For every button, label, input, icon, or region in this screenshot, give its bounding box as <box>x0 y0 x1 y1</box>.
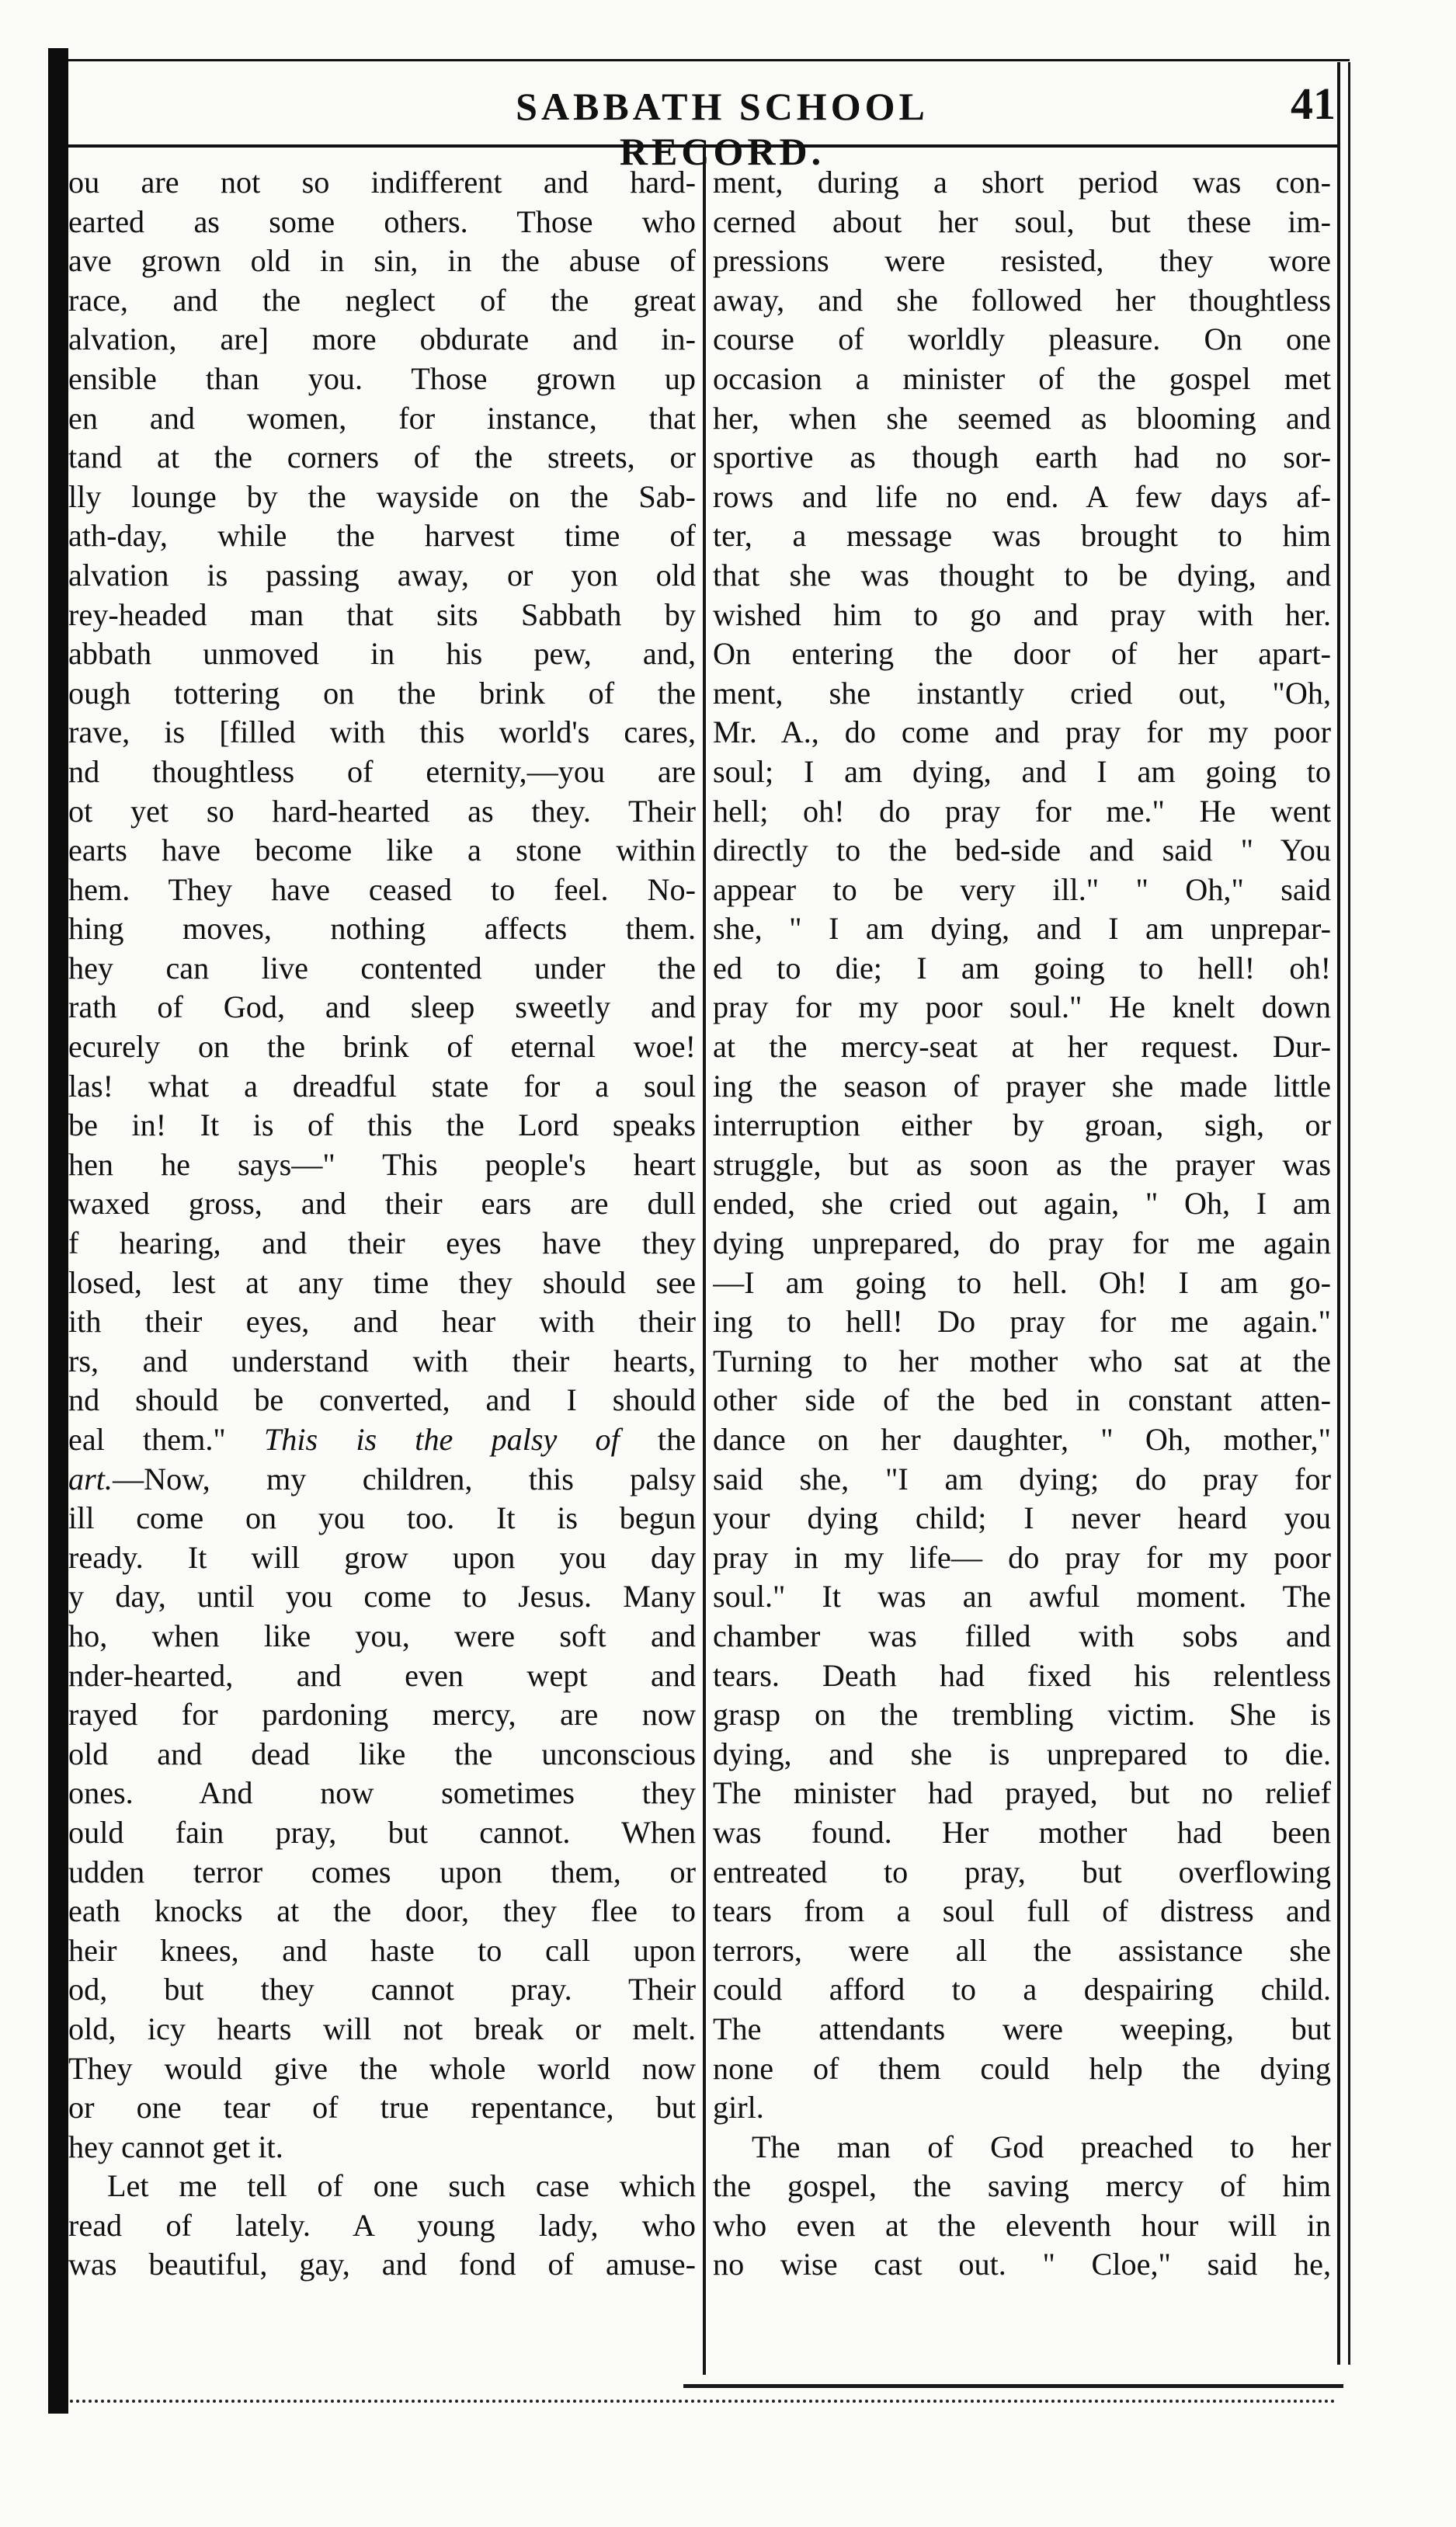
text-line: ended, she cried out again, " Oh, I am <box>713 1186 1331 1222</box>
text-line: who even at the eleventh hour will in <box>713 2207 1331 2243</box>
text-line: chamber was filled with sobs and <box>713 1618 1331 1653</box>
text-line: rath of God, and sleep sweetly and <box>68 989 696 1025</box>
text-line: hem. They have ceased to feel. No- <box>68 871 696 907</box>
footer-dotted-rule <box>70 2400 1336 2403</box>
right-border-rule <box>1337 62 1340 2365</box>
text-line: appear to be very ill." " Oh," said <box>713 871 1331 907</box>
text-line: terrors, were all the assistance she <box>713 1932 1331 1968</box>
text-line: was beautiful, gay, and fond of amuse- <box>68 2247 696 2282</box>
text-line: hey can live contented under the <box>68 950 696 985</box>
text-line: her, when she seemed as blooming and <box>713 400 1331 436</box>
text-line: ensible than you. Those grown up <box>68 360 696 396</box>
text-line: ing the season of prayer she made little <box>713 1068 1331 1104</box>
text-line: old, icy hearts will not break or melt. <box>68 2011 696 2046</box>
text-line: ot yet so hard-hearted as they. Their <box>68 793 696 829</box>
text-line: the gospel, the saving mercy of him <box>713 2168 1331 2204</box>
text-line: hing moves, nothing affects them. <box>68 911 696 947</box>
text-line: ment, she instantly cried out, "Oh, <box>713 675 1331 711</box>
text-line: Mr. A., do come and pray for my poor <box>713 714 1331 750</box>
page-number: 41 <box>1291 78 1336 129</box>
text-line: at the mercy-seat at her request. Dur- <box>713 1029 1331 1065</box>
text-line: nd thoughtless of eternity,—you are <box>68 753 696 789</box>
running-title: SABBATH SCHOOL RECORD. <box>516 85 929 173</box>
text-line: ould fain pray, but cannot. When <box>68 1814 696 1850</box>
text-line: be in! It is of this the Lord speaks <box>68 1107 696 1143</box>
text-line: soul; I am dying, and I am going to <box>713 753 1331 789</box>
text-line: ready. It will grow upon you day <box>68 1539 696 1575</box>
text-line: ough tottering on the brink of the <box>68 675 696 711</box>
text-line: struggle, but as soon as the prayer was <box>713 1146 1331 1182</box>
text-line: The attendants were weeping, but <box>713 2011 1331 2046</box>
text-line: alvation is passing away, or yon old <box>68 557 696 593</box>
text-line: ath-day, while the harvest time of <box>68 518 696 554</box>
text-line: udden terror comes upon them, or <box>68 1854 696 1889</box>
text-line: pray for my poor soul." He knelt down <box>713 989 1331 1025</box>
text-line: rey-headed man that sits Sabbath by <box>68 596 696 632</box>
text-line: other side of the bed in constant atten- <box>713 1382 1331 1418</box>
text-line: en and women, for instance, that <box>68 400 696 436</box>
text-line: f hearing, and their eyes have they <box>68 1225 696 1261</box>
text-line <box>68 1460 696 1500</box>
text-line: They would give the whole world now <box>68 2050 696 2086</box>
text-line: rayed for pardoning mercy, are now <box>68 1697 696 1733</box>
text-line: she, " I am dying, and I am unprepar- <box>713 911 1331 947</box>
text-line: ecurely on the brink of eternal woe! <box>68 1029 696 1065</box>
text-line: directly to the bed-side and said " You <box>713 832 1331 868</box>
text-line <box>68 1420 696 1460</box>
text-line: nder-hearted, and even wept and <box>68 1657 696 1693</box>
text-line: ave grown old in sin, in the abuse of <box>68 243 696 279</box>
column-divider <box>703 146 706 2375</box>
text-line: away, and she followed her thoughtless <box>713 282 1331 318</box>
text-line: od, but they cannot pray. Their <box>68 1972 696 2007</box>
text-line: tears from a soul full of distress and <box>713 1893 1331 1929</box>
text-line: pressions were resisted, they wore <box>713 243 1331 279</box>
italic-run: This is the palsy of <box>263 1422 620 1457</box>
text-line: hen he says—" This people's heart <box>68 1146 696 1182</box>
text-line: grasp on the trembling victim. She is <box>713 1697 1331 1733</box>
text-line: abbath unmoved in his pew, and, <box>68 636 696 672</box>
text-line: Turning to her mother who sat at the <box>713 1343 1331 1378</box>
text-line: read of lately. A young lady, who <box>68 2207 696 2243</box>
text-line: ed to die; I am going to hell! oh! <box>713 950 1331 985</box>
text-line: girl. <box>713 2090 764 2126</box>
text-line: On entering the door of her apart- <box>713 636 1331 672</box>
text-line: interruption either by groan, sigh, or <box>713 1107 1331 1143</box>
text-line: nd should be converted, and I should <box>68 1382 696 1418</box>
text-line: occasion a minister of the gospel met <box>713 360 1331 396</box>
text-line: your dying child; I never heard you <box>713 1500 1331 1536</box>
right-column <box>713 163 1331 2285</box>
text-line: ones. And now sometimes they <box>68 1775 696 1811</box>
text-line: eath knocks at the door, they flee to <box>68 1893 696 1929</box>
text-line: dying unprepared, do pray for me again <box>713 1225 1331 1261</box>
page-edge-shadow <box>48 48 68 2414</box>
text-line: said she, "I am dying; do pray for <box>713 1461 1331 1496</box>
text-line: ter, a message was brought to him <box>713 518 1331 554</box>
text-line: could afford to a despairing child. <box>713 1972 1331 2007</box>
text-line: tears. Death had fixed his relentless <box>713 1657 1331 1693</box>
text-run: the <box>619 1422 696 1457</box>
text-line: no wise cast out. " Cloe," said he, <box>713 2247 1331 2282</box>
text-line: pray in my life— do pray for my poor <box>713 1539 1331 1575</box>
text-line: ith their eyes, and hear with their <box>68 1304 696 1340</box>
text-line: entreated to pray, but overflowing <box>713 1854 1331 1889</box>
text-line: sportive as though earth had no sor- <box>713 440 1331 475</box>
text-line: —I am going to hell. Oh! I am go- <box>713 1264 1331 1300</box>
text-line: ho, when like you, were soft and <box>68 1618 696 1653</box>
text-line: ment, during a short period was con- <box>713 165 1331 200</box>
text-line: race, and the neglect of the great <box>68 282 696 318</box>
text-line: old and dead like the unconscious <box>68 1736 696 1771</box>
text-line: was found. Her mother had been <box>713 1814 1331 1850</box>
header-rule-top <box>68 59 1350 61</box>
italic-run: art. <box>68 1461 113 1496</box>
text-line: or one tear of true repentance, but <box>68 2090 696 2126</box>
text-line: hell; oh! do pray for me." He went <box>713 793 1331 829</box>
text-line: ing to hell! Do pray for me again." <box>713 1304 1331 1340</box>
text-line: alvation, are] more obdurate and in- <box>68 322 696 357</box>
text-line: waxed gross, and their ears are dull <box>68 1186 696 1222</box>
text-line: soul." It was an awful moment. The <box>713 1579 1331 1615</box>
text-line: course of worldly pleasure. On one <box>713 322 1331 357</box>
right-border-rule-outer <box>1348 62 1350 2365</box>
text-line: y day, until you come to Jesus. Many <box>68 1579 696 1615</box>
footer-rule <box>683 2384 1343 2388</box>
text-line: cerned about her soul, but these im- <box>713 203 1331 239</box>
text-line: rows and life no end. A few days af- <box>713 478 1331 514</box>
text-line: none of them could help the dying <box>713 2050 1331 2086</box>
text-line: The minister had prayed, but no relief <box>713 1775 1331 1811</box>
text-line: heir knees, and haste to call upon <box>68 1932 696 1968</box>
text-line: ou are not so indifferent and hard- <box>68 165 696 200</box>
text-run: —Now, my children, this palsy <box>112 1461 696 1496</box>
text-line: earted as some others. Those who <box>68 203 696 239</box>
text-line: lly lounge by the wayside on the Sab- <box>68 478 696 514</box>
text-line: earts have become like a stone within <box>68 832 696 868</box>
text-line: hey cannot get it. <box>68 2129 283 2164</box>
text-run: eal them." <box>68 1422 264 1457</box>
text-line: wished him to go and pray with her. <box>713 596 1331 632</box>
text-line: las! what a dreadful state for a soul <box>68 1068 696 1104</box>
text-line: that she was thought to be dying, and <box>713 557 1331 593</box>
text-line: The man of God preached to her <box>752 2129 1331 2164</box>
left-column <box>68 163 696 2285</box>
text-line: dying, and she is unprepared to die. <box>713 1736 1331 1771</box>
text-line: rave, is [filled with this world's cares, <box>68 714 696 750</box>
text-line: ill come on you too. It is begun <box>68 1500 696 1536</box>
text-line: tand at the corners of the streets, or <box>68 440 696 475</box>
text-line: rs, and understand with their hearts, <box>68 1343 696 1378</box>
text-line: Let me tell of one such case which <box>107 2168 696 2204</box>
text-line: dance on her daughter, " Oh, mother," <box>713 1422 1331 1457</box>
text-line: losed, lest at any time they should see <box>68 1264 696 1300</box>
